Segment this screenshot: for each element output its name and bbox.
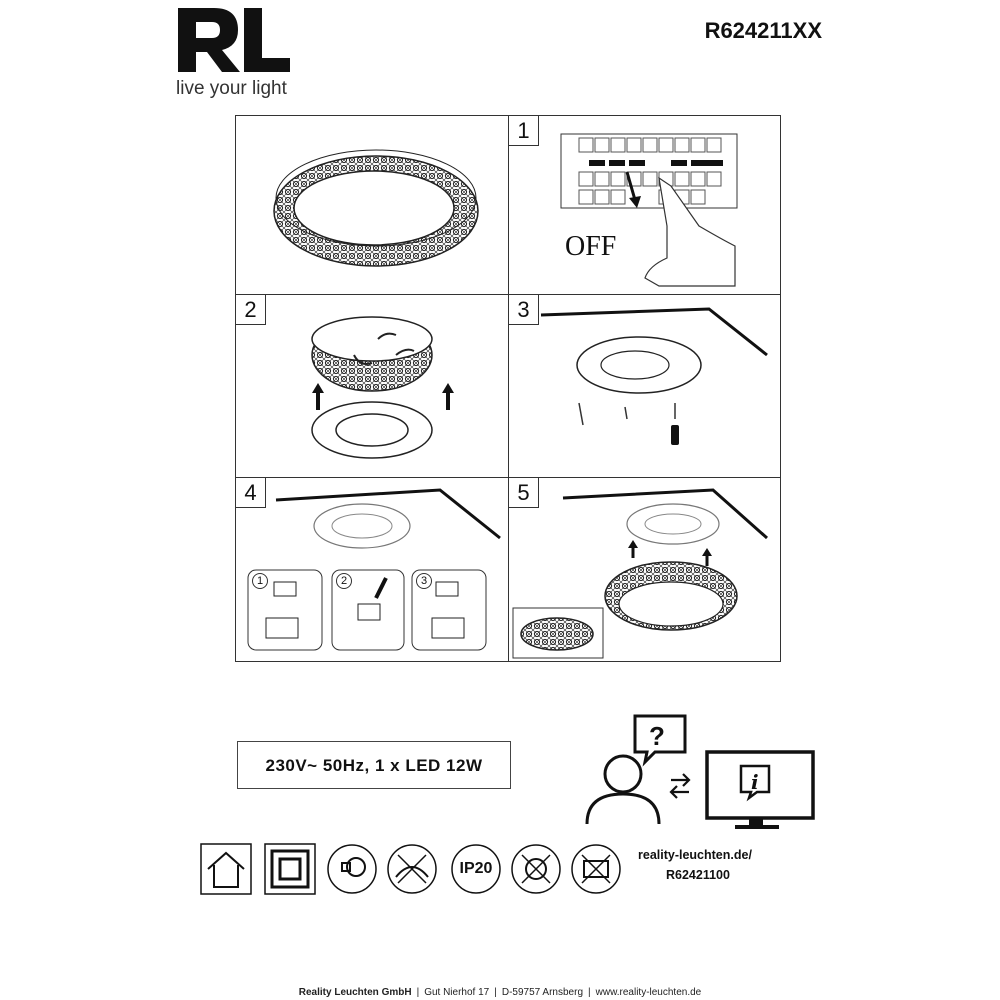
website-link[interactable]: reality-leuchten.de/ <box>638 848 752 862</box>
product-code: R62421100 <box>666 868 730 882</box>
wiring-icon <box>236 478 508 661</box>
dimmable-crossed-icon <box>386 843 438 895</box>
ceiling-light-icon <box>236 116 508 294</box>
step-number: 1 <box>509 116 539 146</box>
electrical-spec: 230V~ 50Hz, 1 x LED 12W <box>237 741 511 789</box>
step-number: 4 <box>236 478 266 508</box>
footer-separator: | <box>416 987 420 998</box>
attach-diffuser-icon <box>509 478 780 661</box>
step-number: 3 <box>509 295 539 325</box>
led-bulb-icon <box>326 843 378 895</box>
svg-text:i: i <box>751 770 759 794</box>
svg-text:?: ? <box>649 721 665 751</box>
step-number: 5 <box>509 478 539 508</box>
off-label: OFF <box>565 231 617 262</box>
substep-2-label: 2 <box>336 573 352 589</box>
no-sensor-disposal-icon <box>510 843 562 895</box>
fuse-box-icon <box>509 116 780 294</box>
step-1-panel <box>508 115 781 295</box>
ip-rating-text: IP20 <box>459 860 493 877</box>
support-graphic <box>585 712 820 832</box>
rl-logo-icon <box>174 0 304 80</box>
product-panel <box>235 115 509 295</box>
support-person-monitor-icon <box>585 712 820 832</box>
step-5-panel <box>508 477 781 662</box>
class-ii-protection-icon <box>264 843 316 895</box>
footer-website-link[interactable]: www.reality-leuchten.de <box>595 987 702 998</box>
website-block <box>638 845 752 885</box>
certification-icons <box>200 843 630 898</box>
mount-baseplate-icon <box>509 295 780 477</box>
substep-3-label: 3 <box>416 573 432 589</box>
indoor-use-icon <box>200 843 252 895</box>
footer-city: D-59757 Arnsberg <box>501 987 584 998</box>
no-remote-icon <box>570 843 622 895</box>
tagline: live your light <box>176 78 287 99</box>
footer-separator: | <box>494 987 497 998</box>
step-3-panel <box>508 294 781 478</box>
footer-company: Reality Leuchten GmbH <box>298 987 412 998</box>
footer-separator: | <box>588 987 591 998</box>
step-number: 2 <box>236 295 266 325</box>
instruction-grid <box>235 115 781 662</box>
step-2-panel <box>235 294 509 478</box>
model-number: R624211XX <box>704 18 822 43</box>
step-4-panel <box>235 477 509 662</box>
remove-diffuser-icon <box>236 295 508 477</box>
substep-1-label: 1 <box>252 573 268 589</box>
ip20-icon <box>450 843 502 895</box>
footer-street: Gut Nierhof 17 <box>424 987 490 998</box>
footer <box>0 987 1000 998</box>
